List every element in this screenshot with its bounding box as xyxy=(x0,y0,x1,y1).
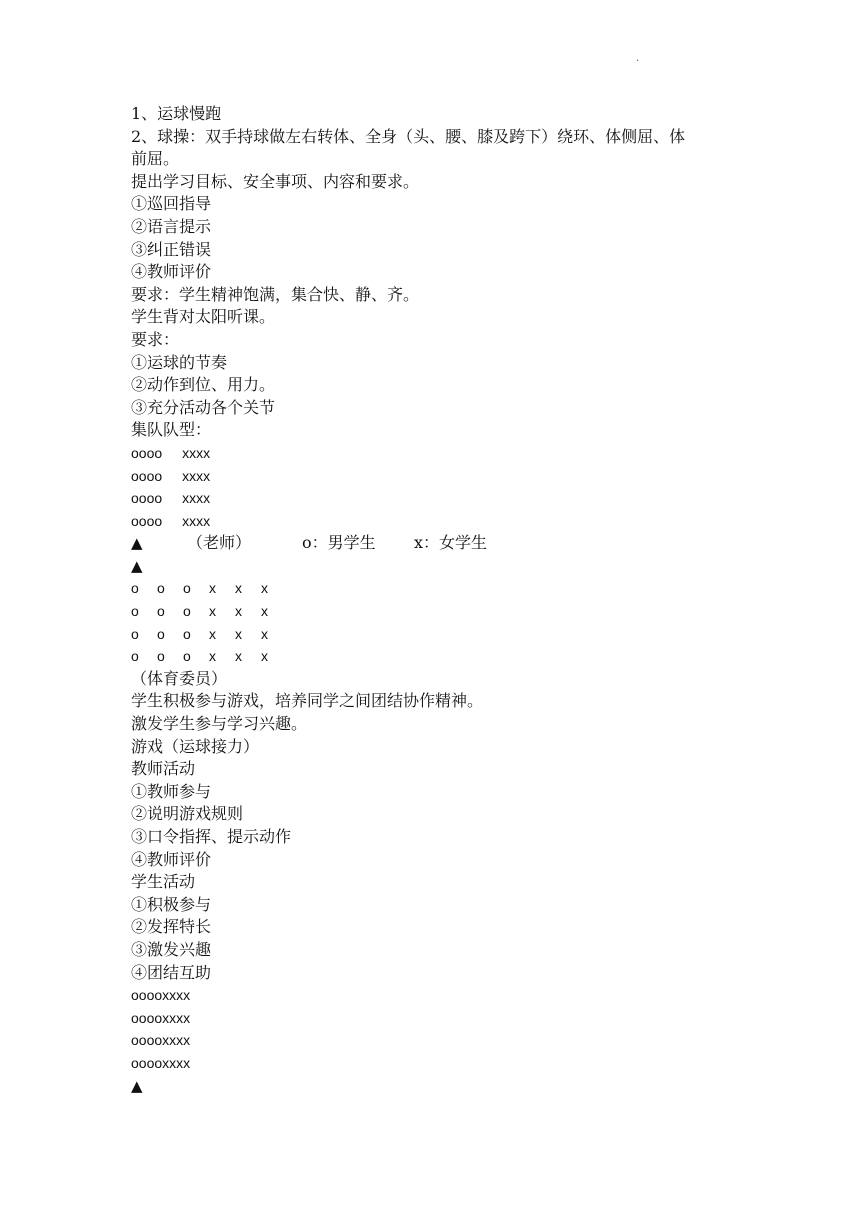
formation-relay xyxy=(131,984,731,1097)
girl-mark: x xyxy=(235,625,242,642)
boy-mark: o xyxy=(183,625,191,642)
text-line: 学生背对太阳听课。 xyxy=(131,307,276,327)
formation-legend xyxy=(131,532,731,555)
text-line: 学生活动 xyxy=(131,872,196,892)
girls-group: xxxx xyxy=(182,512,211,529)
triangle-icon: ▲ xyxy=(131,556,143,575)
text-line: ①积极参与 xyxy=(131,894,212,914)
document-body xyxy=(131,103,731,1097)
formation-row: ooooxxxx xyxy=(131,987,191,1004)
girl-mark: x xyxy=(209,648,216,665)
boy-mark: o xyxy=(131,648,139,665)
text-line: ③纠正错误 xyxy=(131,239,212,259)
boy-mark: o xyxy=(183,603,191,620)
girl-mark: x xyxy=(261,648,268,665)
boy-mark: o xyxy=(157,580,165,597)
text-line: ②发挥特长 xyxy=(131,917,212,937)
formation-row xyxy=(131,600,731,623)
text-line: ②动作到位、用力。 xyxy=(131,375,276,395)
boy-mark: o xyxy=(131,603,139,620)
text-line: 2、球操：双手持球做左右转体、全身（头、腰、膝及跨下）绕环、体侧屈、体 xyxy=(131,126,686,146)
boy-legend: o：男学生 xyxy=(302,533,376,553)
text-line: 1、运球慢跑 xyxy=(131,104,222,123)
triangle-icon: ▲ xyxy=(131,1076,143,1095)
text-line: 集队队型： xyxy=(131,420,212,440)
girl-mark: x xyxy=(235,648,242,665)
girl-mark: x xyxy=(209,603,216,620)
formation-row xyxy=(131,577,731,600)
formation-row xyxy=(131,487,731,510)
boys-group: oooo xyxy=(131,444,163,461)
boy-mark: o xyxy=(131,625,139,642)
formation-caption: （体育委员） xyxy=(131,668,228,688)
teacher-triangle-icon: ▲ xyxy=(131,534,143,553)
text-line: 要求：学生精神饱满，集合快、静、齐。 xyxy=(131,284,420,304)
intro-section xyxy=(131,103,731,442)
text-line: ③口令指挥、提示动作 xyxy=(131,827,292,846)
formation-row xyxy=(131,645,731,668)
formation-row xyxy=(131,623,731,646)
girl-mark: x xyxy=(261,580,268,597)
formation-row xyxy=(131,510,731,533)
teacher-label: （老师） xyxy=(187,533,252,553)
game-section xyxy=(131,690,731,984)
text-line: 提出学习目标、安全事项、内容和要求。 xyxy=(131,171,420,191)
boys-group: oooo xyxy=(131,512,163,529)
girls-group: xxxx xyxy=(182,490,211,507)
boy-mark: o xyxy=(183,648,191,665)
text-line: ②说明游戏规则 xyxy=(131,804,244,824)
text-line: ④教师评价 xyxy=(131,262,212,282)
boy-mark: o xyxy=(183,580,191,597)
text-line: 学生积极参与游戏，培养同学之间团结协作精神。 xyxy=(131,691,484,711)
text-line: ④团结互助 xyxy=(131,962,212,982)
text-line: 教师活动 xyxy=(131,759,196,779)
formation-warmup xyxy=(131,555,731,691)
text-line: 游戏（运球接力） xyxy=(131,736,260,756)
formation-row: ooooxxxx xyxy=(131,1032,191,1049)
text-line: ①教师参与 xyxy=(131,781,212,801)
girl-mark: x xyxy=(235,603,242,620)
girl-mark: x xyxy=(209,580,216,597)
text-line: ①巡回指导 xyxy=(131,194,212,214)
boy-mark: o xyxy=(131,580,139,597)
girl-mark: x xyxy=(261,625,268,642)
page-mark: . xyxy=(636,53,640,64)
text-line: ③充分活动各个关节 xyxy=(131,397,276,417)
girl-legend: x：女学生 xyxy=(414,533,488,553)
formation-row xyxy=(131,442,731,465)
formation-row xyxy=(131,465,731,488)
formation-assembly xyxy=(131,442,731,555)
formation-row: ooooxxxx xyxy=(131,1054,191,1071)
girls-group: xxxx xyxy=(182,467,211,484)
girls-group: xxxx xyxy=(182,444,211,461)
text-line: ①运球的节奏 xyxy=(131,352,228,372)
boy-mark: o xyxy=(157,625,165,642)
text-line: 前屈。 xyxy=(131,149,180,169)
boys-group: oooo xyxy=(131,490,163,507)
text-line: ③激发兴趣 xyxy=(131,939,212,959)
boys-group: oooo xyxy=(131,467,163,484)
girl-mark: x xyxy=(209,625,216,642)
text-line: ④教师评价 xyxy=(131,849,212,869)
text-line: 要求： xyxy=(131,329,180,349)
formation-row: ooooxxxx xyxy=(131,1009,191,1026)
girl-mark: x xyxy=(261,603,268,620)
text-line: ②语言提示 xyxy=(131,216,212,236)
text-line: 激发学生参与学习兴趣。 xyxy=(131,714,308,734)
boy-mark: o xyxy=(157,603,165,620)
boy-mark: o xyxy=(157,648,165,665)
girl-mark: x xyxy=(235,580,242,597)
